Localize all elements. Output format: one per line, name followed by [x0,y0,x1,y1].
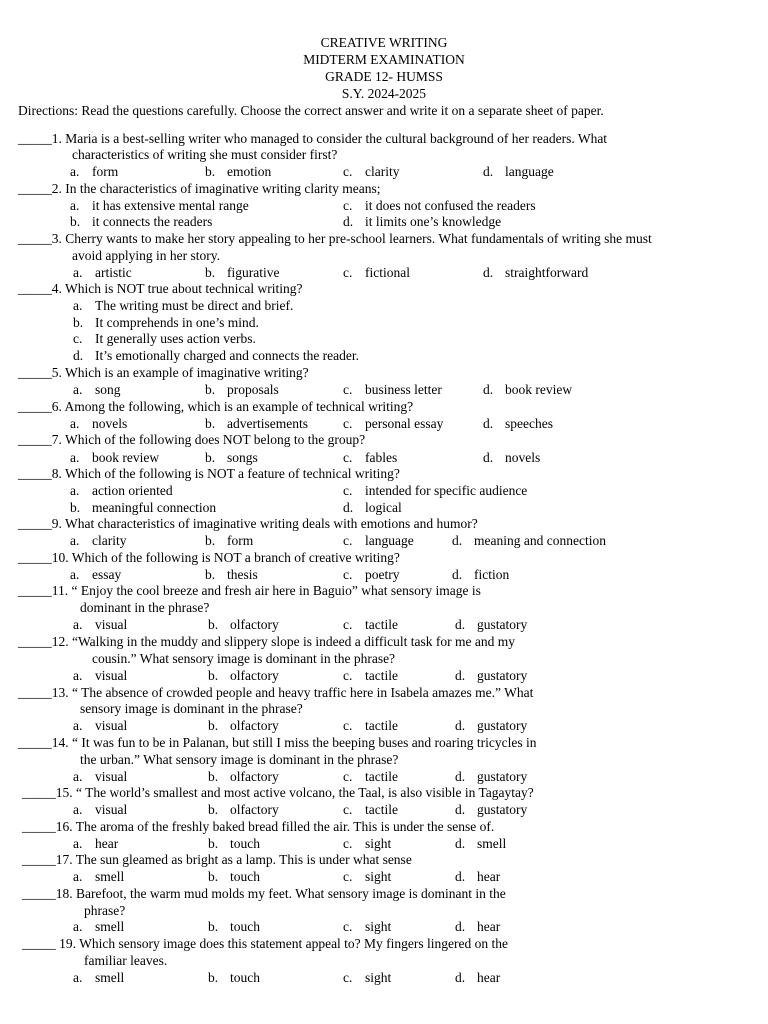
option-letter: a. [73,836,83,851]
option-text: form [227,533,254,548]
option-letter: d. [455,617,466,632]
option-text: book review [92,450,160,465]
option-text: It’s emotionally charged and connects the reader. [95,348,360,363]
question-text-continued: familiar leaves. [84,953,168,968]
question-text-continued: characteristics of writing she must consider first? [72,147,338,162]
grade-level-title: GRADE 12- HUMSS [325,69,443,84]
option-letter: a. [73,298,83,313]
option-text: fictional [365,265,410,280]
answer-option [455,869,500,885]
option-text: gustatory [477,802,528,817]
answer-option [73,315,259,331]
question-text-continued: phrase? [84,903,126,918]
answer-option [483,416,553,432]
question-text: _____4. Which is NOT true about technical writing? [18,281,303,296]
answer-option [343,567,400,583]
option-letter: d. [455,836,466,851]
option-letter: d. [452,567,463,582]
answer-option [208,869,260,885]
answer-option [205,382,279,398]
option-text: action oriented [92,483,173,498]
answer-option [343,265,410,281]
option-text: advertisements [227,416,308,431]
answer-option [205,265,279,281]
answer-option [70,214,212,230]
directions-text: Directions: Read the questions carefully. Choose the correct answer and write it on a separate sheet of paper. [18,103,604,118]
option-letter: c. [343,533,353,548]
option-text: clarity [92,533,127,548]
option-letter: d. [455,970,466,985]
answer-option [70,416,127,432]
option-text: The writing must be direct and brief. [95,298,294,313]
option-letter: a. [73,869,83,884]
option-text: it limits one’s knowledge [365,214,502,229]
answer-option [73,769,127,785]
answer-option [73,718,127,734]
option-text: touch [230,970,260,985]
option-text: olfactory [230,718,279,733]
option-text: sight [365,869,392,884]
question-text: _____17. The sun gleamed as bright as a lamp. This is under what sense [22,852,412,867]
option-letter: a. [73,769,83,784]
option-text: logical [365,500,402,515]
option-letter: d. [483,416,494,431]
answer-option [73,668,127,684]
option-letter: b. [70,214,81,229]
option-text: personal essay [365,416,444,431]
option-text: it does not confused the readers [365,198,536,213]
option-letter: a. [73,265,83,280]
option-text: smell [95,970,125,985]
option-text: hear [477,970,501,985]
answer-option [205,567,258,583]
answer-option [455,617,527,633]
option-letter: c. [343,450,353,465]
option-text: gustatory [477,718,528,733]
option-letter: c. [73,331,83,346]
answer-option [208,836,260,852]
option-letter: d. [483,164,494,179]
option-text: olfactory [230,617,279,632]
option-text: olfactory [230,668,279,683]
option-letter: b. [208,718,219,733]
option-letter: b. [208,836,219,851]
question-text: _____7. Which of the following does NOT belong to the group? [18,432,366,447]
option-letter: d. [483,265,494,280]
question-text-continued: sensory image is dominant in the phrase? [80,701,303,716]
option-letter: c. [343,483,353,498]
answer-option [73,802,127,818]
option-letter: a. [73,617,83,632]
option-letter: c. [343,668,353,683]
option-text: smell [477,836,507,851]
option-text: emotion [227,164,272,179]
answer-option [455,802,527,818]
option-letter: a. [70,567,80,582]
answer-option [343,919,391,935]
option-text: tactile [365,769,398,784]
question-text: _____18. Barefoot, the warm mud molds my feet. What sensory image is dominant in the [22,886,506,901]
option-text: song [95,382,121,397]
answer-option [452,533,606,549]
answer-option [343,214,501,230]
answer-option [343,802,398,818]
option-letter: b. [208,869,219,884]
option-text: intended for specific audience [365,483,528,498]
option-text: sight [365,919,392,934]
option-letter: b. [205,382,216,397]
question-text: _____16. The aroma of the freshly baked bread filled the air. This is under the sense of. [22,819,495,834]
option-text: speeches [505,416,553,431]
answer-option [73,919,124,935]
question-text: _____15. “ The world’s smallest and most active volcano, the Taal, is also visible in Tagaytay? [22,785,534,800]
answer-option [343,869,391,885]
option-text: visual [95,617,128,632]
answer-option [73,382,121,398]
option-letter: b. [205,164,216,179]
question-text-continued: avoid applying in her story. [72,248,220,263]
option-letter: d. [455,869,466,884]
option-text: novels [505,450,541,465]
option-letter: a. [70,533,80,548]
answer-option [483,382,572,398]
option-letter: b. [73,315,84,330]
answer-option [73,265,132,281]
question-text: _____11. “ Enjoy the cool breeze and fresh air here in Baguio” what sensory image is [18,583,481,598]
answer-option [343,970,391,986]
option-letter: d. [452,533,463,548]
answer-option [205,416,308,432]
option-letter: c. [343,802,353,817]
option-letter: b. [205,567,216,582]
option-text: tactile [365,617,398,632]
option-letter: c. [343,567,353,582]
answer-option [208,919,260,935]
answer-option [343,382,442,398]
option-text: visual [95,668,128,683]
option-letter: c. [343,416,353,431]
question-text: _____6. Among the following, which is an example of technical writing? [18,399,414,414]
option-letter: a. [73,970,83,985]
option-letter: d. [455,919,466,934]
option-text: novels [92,416,128,431]
option-text: straightforward [505,265,589,280]
option-letter: d. [73,348,84,363]
option-letter: a. [73,919,83,934]
option-letter: a. [70,416,80,431]
option-letter: b. [205,450,216,465]
option-text: book review [505,382,573,397]
answer-option [205,450,258,466]
option-text: olfactory [230,769,279,784]
option-text: artistic [95,265,132,280]
answer-option [205,533,253,549]
answer-option [208,970,260,986]
answer-option [455,668,527,684]
question-text: _____8. Which of the following is NOT a feature of technical writing? [18,466,400,481]
answer-option [343,450,397,466]
option-letter: a. [70,450,80,465]
option-letter: a. [73,382,83,397]
answer-option [343,718,398,734]
answer-option [455,919,500,935]
answer-option [343,483,527,499]
option-letter: c. [343,769,353,784]
option-text: it connects the readers [92,214,213,229]
answer-option [73,970,124,986]
option-text: olfactory [230,802,279,817]
answer-option [208,668,279,684]
option-text: fiction [474,567,510,582]
option-text: essay [92,567,122,582]
question-text: _____14. “ It was fun to be in Palanan, but still I miss the beeping buses and roaring tricycles in [18,735,537,750]
option-text: clarity [365,164,400,179]
question-text: _____5. Which is an example of imaginative writing? [18,365,309,380]
option-letter: d. [343,214,354,229]
option-text: poetry [365,567,400,582]
exam-subject-title: CREATIVE WRITING [320,35,448,50]
option-letter: c. [343,164,353,179]
question-text-continued: the urban.” What sensory image is dominant in the phrase? [80,752,399,767]
option-text: hear [95,836,119,851]
answer-option [455,970,500,986]
answer-option [205,164,271,180]
option-text: meaningful connection [92,500,217,515]
option-text: It generally uses action verbs. [95,331,256,346]
option-text: tactile [365,802,398,817]
option-text: smell [95,919,125,934]
option-text: form [92,164,119,179]
option-text: songs [227,450,258,465]
option-letter: c. [343,198,353,213]
answer-option [343,164,399,180]
answer-option [455,718,527,734]
school-year-title: S.Y. 2024-2025 [341,86,427,101]
option-text: sight [365,970,392,985]
answer-option [73,617,127,633]
option-letter: d. [483,450,494,465]
option-text: hear [477,919,501,934]
answer-option [70,164,118,180]
option-letter: c. [343,919,353,934]
question-text-continued: cousin.” What sensory image is dominant in the phrase? [92,651,396,666]
option-letter: b. [208,769,219,784]
option-text: touch [230,869,260,884]
answer-option [343,533,414,549]
option-text: touch [230,919,260,934]
answer-option [455,836,506,852]
option-text: gustatory [477,769,528,784]
option-letter: b. [208,802,219,817]
option-text: fables [365,450,398,465]
answer-option [208,617,279,633]
option-letter: b. [208,617,219,632]
option-letter: d. [455,802,466,817]
option-letter: d. [343,500,354,515]
option-text: figurative [227,265,280,280]
option-text: language [365,533,414,548]
option-letter: c. [343,382,353,397]
option-letter: c. [343,718,353,733]
answer-option [70,450,159,466]
option-letter: a. [70,198,80,213]
option-text: business letter [365,382,442,397]
option-text: it has extensive mental range [92,198,249,213]
option-letter: b. [205,265,216,280]
answer-option [73,869,124,885]
option-letter: d. [455,769,466,784]
option-letter: a. [70,483,80,498]
option-text: meaning and connection [474,533,606,548]
question-text-continued: dominant in the phrase? [80,600,210,615]
option-letter: b. [205,533,216,548]
option-letter: b. [70,500,81,515]
option-letter: a. [73,718,83,733]
answer-option [483,450,540,466]
answer-option [343,836,391,852]
question-text: _____3. Cherry wants to make her story appealing to her pre-school learners. What fundamentals of writing she must [18,231,652,246]
option-text: visual [95,718,128,733]
option-letter: b. [208,668,219,683]
answer-option [208,718,279,734]
question-text: _____12. “Walking in the muddy and slippery slope is indeed a difficult task for me and my [18,634,515,649]
option-letter: c. [343,617,353,632]
option-text: It comprehends in one’s mind. [95,315,259,330]
option-text: tactile [365,718,398,733]
answer-option [70,500,216,516]
option-letter: a. [70,164,80,179]
answer-option [73,836,118,852]
answer-option [343,769,398,785]
option-letter: d. [455,668,466,683]
option-letter: a. [73,802,83,817]
answer-option [343,198,536,214]
option-letter: d. [455,718,466,733]
question-text: _____1. Maria is a best-selling writer who managed to consider the cultural background of her readers. What [18,131,608,146]
option-letter: b. [208,919,219,934]
option-text: sight [365,836,392,851]
answer-option [70,533,126,549]
option-letter: c. [343,970,353,985]
answer-option [343,668,398,684]
option-text: gustatory [477,668,528,683]
question-text: _____ 19. Which sensory image does this statement appeal to? My fingers lingered on the [22,936,509,951]
answer-option [70,198,249,214]
answer-option [208,769,279,785]
answer-option [73,348,359,364]
option-text: proposals [227,382,279,397]
option-letter: c. [343,836,353,851]
answer-option [70,567,121,583]
answer-option [483,265,588,281]
answer-option [483,164,554,180]
option-text: smell [95,869,125,884]
option-letter: b. [208,970,219,985]
question-text: _____10. Which of the following is NOT a branch of creative writing? [18,550,400,565]
answer-option [343,617,398,633]
option-letter: c. [343,265,353,280]
option-text: touch [230,836,260,851]
option-letter: c. [343,869,353,884]
answer-option [70,483,173,499]
question-text: _____9. What characteristics of imaginative writing deals with emotions and humor? [18,516,478,531]
option-text: tactile [365,668,398,683]
option-text: thesis [227,567,258,582]
option-text: hear [477,869,501,884]
option-text: visual [95,802,128,817]
option-text: visual [95,769,128,784]
question-text: _____2. In the characteristics of imaginative writing clarity means; [18,181,381,196]
answer-option [73,298,293,314]
answer-option [73,331,256,347]
option-text: language [505,164,554,179]
option-letter: a. [73,668,83,683]
question-text: _____13. “ The absence of crowded people and heavy traffic here in Isabela amazes me.” What [18,685,534,700]
answer-option [343,416,443,432]
option-letter: b. [205,416,216,431]
answer-option [208,802,279,818]
exam-type-title: MIDTERM EXAMINATION [303,52,465,67]
option-letter: d. [483,382,494,397]
option-text: gustatory [477,617,528,632]
answer-option [343,500,402,516]
answer-option [452,567,509,583]
answer-option [455,769,527,785]
